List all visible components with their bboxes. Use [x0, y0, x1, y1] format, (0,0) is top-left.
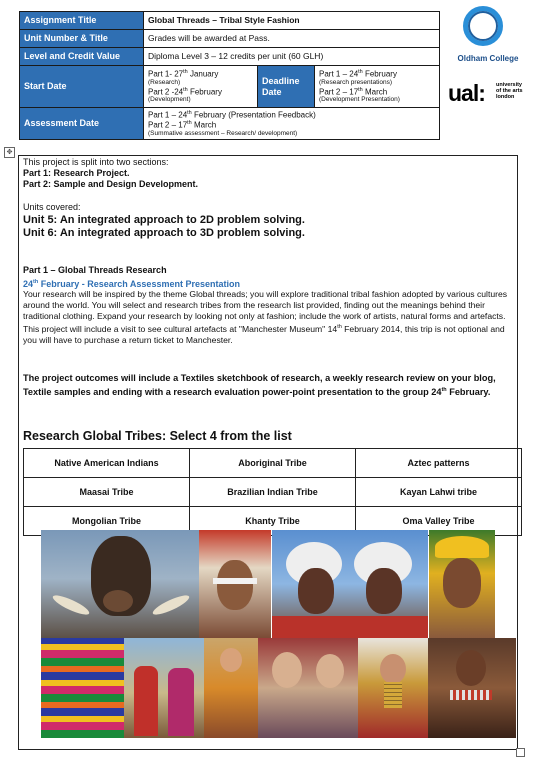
outcomes-paragraph: The project outcomes will include a Textiles sketchbook of research, a weekly research review on your blog, Textile samples and ending with a research evaluation power-point presentation to the group 24th February.	[23, 373, 496, 398]
unit5-line: Unit 5: An integrated approach to 2D problem solving.	[23, 214, 305, 226]
tribe-photo-brazilian	[429, 530, 495, 638]
ual-logo: ual:	[448, 80, 485, 106]
tribe-photo-kayan	[358, 638, 428, 738]
tribe-cell: Aboriginal Tribe	[190, 449, 356, 478]
oldham-college-wordmark: Oldham College	[457, 54, 519, 63]
intro-text: This project is split into two sections:	[23, 157, 169, 167]
unit6-line: Unit 6: An integrated approach to 3D problem solving.	[23, 227, 305, 239]
section-title: Part 1 – Global Threads Research	[23, 265, 167, 275]
ual-logo-subtitle: university of the arts london	[496, 82, 523, 100]
tribe-cell: Aztec patterns	[356, 449, 522, 478]
move-handle-icon[interactable]: ✥	[4, 147, 15, 158]
unit-label: Unit Number & Title	[20, 30, 144, 48]
level-value: Diploma Level 3 – 12 credits per unit (60 GLH)	[144, 48, 440, 66]
tribe-photo-mongolian	[204, 638, 258, 738]
tribe-photo-khanty	[258, 638, 358, 738]
tribe-photo-maasai	[124, 638, 204, 738]
tribe-cell: Khanty Tribe	[190, 507, 356, 536]
tribe-cell: Brazilian Indian Tribe	[190, 478, 356, 507]
assessment-date-label: Assessment Date	[20, 108, 144, 140]
deadline-date-label: Deadline Date	[258, 66, 315, 108]
tribe-cell: Native American Indians	[24, 449, 190, 478]
tribes-heading: Research Global Tribes: Select 4 from the list	[23, 429, 292, 443]
tribe-cell: Mongolian Tribe	[24, 507, 190, 536]
oldham-college-logo-inner-ring	[468, 11, 498, 41]
tribe-photo-lip-plate	[41, 530, 199, 638]
assignment-header-table	[19, 11, 440, 140]
part1-line: Part 1: Research Project.	[23, 168, 130, 178]
presentation-date-line: 24th February - Research Assessment Presentation	[23, 279, 240, 289]
unit-value: Grades will be awarded at Pass.	[144, 30, 440, 48]
part2-line: Part 2: Sample and Design Development.	[23, 179, 199, 189]
level-label: Level and Credit Value	[20, 48, 144, 66]
tribe-cell: Oma Valley Tribe	[356, 507, 522, 536]
tribe-cell: Kayan Lahwi tribe	[356, 478, 522, 507]
resize-handle-icon[interactable]	[516, 748, 525, 757]
tribe-photo-native-american	[199, 530, 271, 638]
assignment-title-label: Assignment Title	[20, 12, 144, 30]
aztec-pattern-swatch	[41, 638, 124, 738]
start-date-label: Start Date	[20, 66, 144, 108]
tribes-table	[23, 448, 522, 536]
start-date-value: Part 1- 27th January (Research) Part 2 -24th February (Development)	[144, 66, 258, 108]
units-covered-label: Units covered:	[23, 202, 81, 212]
research-paragraph: Your research will be inspired by the theme Global threads; you will explore traditional tribal fashion adopted by various cultures around the world. You will select and research tribes from the research list provided, finding out the meanings behind their traditional clothing. Expand your research by looking not only at fashion; include the work of artists, natural forms and artefacts. This project will include a visit to see cultural artefacts at "Manchester Museum" 14th February 2014, this trip is not optional and you will have to purchase a return ticket to Manchester.	[23, 289, 508, 345]
tribe-photo-aboriginal	[272, 530, 428, 638]
tribe-photo-oma-valley	[428, 638, 516, 738]
assignment-title-value: Global Threads – Tribal Style Fashion	[144, 12, 440, 30]
assessment-date-value: Part 1 – 24th February (Presentation Feedback) Part 2 – 17th March (Summative assessment – Research/ development)	[144, 108, 440, 140]
deadline-date-value: Part 1 – 24th February (Research presentations) Part 2 – 17th March (Development Presentation)	[315, 66, 440, 108]
tribe-cell: Maasai Tribe	[24, 478, 190, 507]
